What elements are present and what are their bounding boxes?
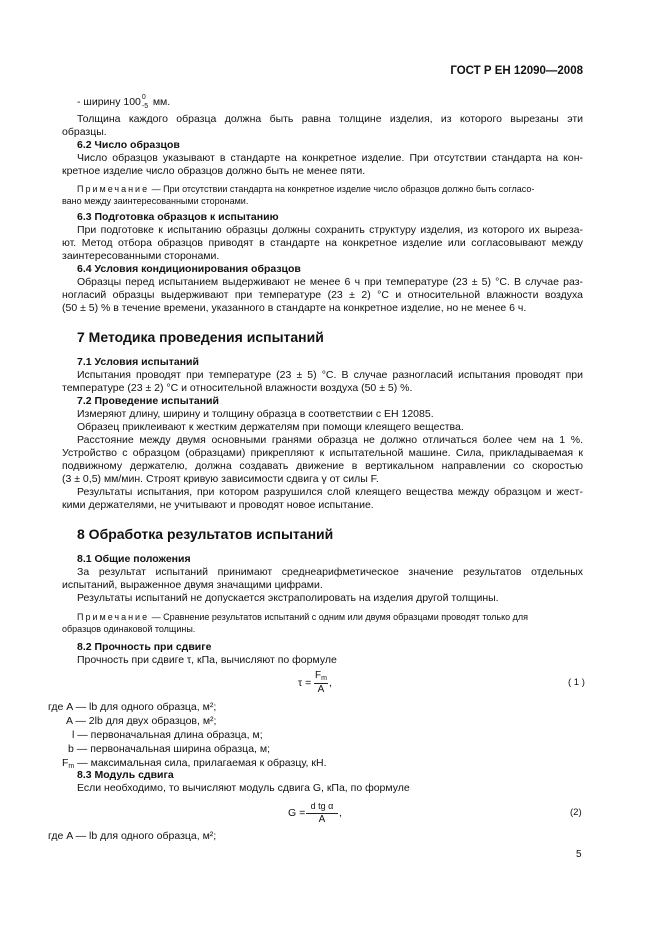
numerator-subscript: m: [321, 675, 327, 682]
formula-1-tail: ,: [329, 677, 332, 689]
where-symbol: b —: [68, 743, 88, 755]
section-7-2-heading: 7.2 Проведение испытаний: [77, 395, 219, 407]
where-symbol: l —: [72, 729, 88, 741]
note-label: Примечание: [77, 184, 150, 194]
note-text: — При отсутствии стандарта на конкретное изделие число образцов должно быть согласо-: [149, 184, 535, 194]
where-dash: —: [74, 757, 88, 769]
where-text: первоначальная длина образца, м;: [90, 729, 263, 741]
where-symbol: A —: [66, 715, 86, 727]
section-7-1-line-1: Испытания проводят при температуре (23 ± 5) °С. В случае разногласий испытания проводят при: [77, 369, 583, 381]
section-7-1-line-2: температуре (23 ± 2) °С и относительной влажности воздуха (50 ± 5) %.: [62, 382, 413, 394]
section-6-2-line-1: Число образцов указывают в стандарте на конкретное изделие. При отсутствии стандарта на кон-: [77, 152, 583, 164]
where-item-4: [68, 742, 270, 756]
formula-2-denominator: A: [318, 814, 326, 825]
section-8-3-heading: 8.3 Модуль сдвига: [77, 769, 174, 781]
section-7-1-heading: 7.1 Условия испытаний: [77, 356, 199, 368]
section-7-2-para-3-line-3: подвижному держателю, должна создавать движение в вертикальном направлении со скоростью: [62, 460, 583, 472]
section-6-2-line-2: кретное изделие число образцов должно быть не менее пяти.: [62, 165, 366, 177]
section-8-1-para-1-line-1: За результат испытаний принимают среднеарифметическое значение результатов отдельных: [77, 566, 583, 578]
formula-2-numerator: d tg α: [310, 801, 334, 811]
where-text: максимальная сила, прилагаемая к образцу, кН.: [90, 757, 327, 769]
note-label: Примечание: [77, 612, 150, 622]
section-7-2-para-4-line-1: Результаты испытания, при котором разрушился слой клеящего вещества между образцом и жест-: [77, 486, 583, 498]
section-8-3-intro: Если необходимо, то вычисляют модуль сдвига G, кПа, по формуле: [77, 782, 410, 794]
width-line: [77, 95, 170, 109]
section-7-2-para-2: Образец приклеивают к жестким держателям при помощи клеящего вещества.: [77, 421, 464, 433]
where-text: 2lb для двух образцов, м²;: [88, 715, 217, 727]
section-7-2-para-3-line-1: Расстояние между двумя основными гранями образца не должно отличаться более чем на 1 %.: [77, 434, 583, 446]
section-8-2-intro: Прочность при сдвиге τ, кПа, вычисляют по формуле: [77, 654, 337, 666]
where-symbol: где A —: [48, 701, 87, 713]
tolerance-lower: -5: [141, 103, 149, 110]
formula-1-lhs: τ =: [298, 677, 312, 689]
section-6-4-line-1: Образцы перед испытанием выдерживают не менее 6 ч при температуре (23 ± 5) °С. В случае раз-: [77, 276, 583, 288]
page-number: 5: [576, 849, 582, 860]
where-symbol: F: [62, 757, 69, 769]
section-8-heading: 8 Обработка результатов испытаний: [77, 526, 334, 542]
section-7-2-para-3-line-2: Устройство с образцом (образцами) прикрепляют к испытательной машине. Сила, прикладываемая к: [62, 447, 583, 459]
section-6-3-line-3: заинтересованными сторонами.: [62, 250, 220, 262]
formula-2-tail: ,: [339, 807, 342, 819]
where-text: lb для одного образца, м²;: [89, 701, 217, 713]
section-6-4-heading: 6.4 Условия кондиционирования образцов: [77, 263, 301, 275]
section-7-heading: 7 Методика проведения испытаний: [77, 329, 324, 345]
section-6-2-note-line-2: вано между заинтересованными сторонами.: [62, 196, 249, 206]
where-symbol-subscript: m: [68, 763, 75, 770]
section-8-1-para-1-line-2: испытаний, выраженное двумя значащими цифрами.: [62, 579, 323, 591]
formula-1-denominator: A: [317, 684, 325, 695]
section-6-3-line-1: При подготовке к испытанию образцы должны сохранить структуру изделия, из которого их выреза-: [77, 224, 583, 236]
section-7-2-para-3-line-4: (3 ± 0,5) мм/мин. Строят кривую зависимости сдвига γ от силы F.: [62, 473, 379, 485]
thickness-line-1: Толщина каждого образца должна быть равна толщине изделия, из которого вырезаны эти: [77, 113, 583, 125]
section-7-2-para-1: Измеряют длину, ширину и толщину образца в соответствии с ЕН 12085.: [77, 408, 434, 420]
section-6-4-line-3: (50 ± 5) % в течение времени, указанного в стандарте на конкретное изделие, но не менее 6 ч.: [62, 302, 527, 314]
section-8-1-para-2: Результаты испытаний не допускается экстраполировать на изделия другой толщины.: [77, 592, 499, 604]
where-item-2: [66, 714, 216, 728]
section-8-2-heading: 8.2 Прочность при сдвиге: [77, 641, 212, 653]
where-item-3: [72, 728, 263, 742]
tolerance-upper: 0: [141, 94, 146, 101]
numerator-symbol: F: [315, 670, 322, 681]
formula-2-number: (2): [570, 807, 582, 818]
formula-2-lhs: G =: [288, 807, 306, 819]
section-8-3-last-line: где A — lb для одного образца, м²;: [48, 830, 217, 842]
width-line-prefix: - ширину 100: [77, 96, 141, 108]
width-line-unit: мм.: [149, 96, 171, 108]
section-6-3-heading: 6.3 Подготовка образцов к испытанию: [77, 211, 279, 223]
section-6-4-line-2: ногласий образцы выдерживают при температуре (23 ± 2) °С и относительной влажности воздуха: [62, 289, 583, 301]
where-item-1: [48, 700, 216, 714]
formula-1-number: ( 1 ): [568, 677, 585, 688]
width-tolerance: [141, 94, 150, 110]
where-text: первоначальная ширина образца, м;: [90, 743, 271, 755]
section-8-1-note-line-2: образцов одинаковой толщины.: [62, 624, 196, 634]
note-text: — Сравнение результатов испытаний с одним или двумя образцами проводят только для: [149, 612, 529, 622]
section-6-2-heading: 6.2 Число образцов: [77, 139, 180, 151]
thickness-line-2: образцы.: [62, 126, 107, 138]
document-header-id: ГОСТ Р ЕН 12090—2008: [450, 65, 583, 77]
section-6-3-line-2: ют. Метод отбора образцов приводят в стандарте на конкретное изделие или согласовывают между: [62, 237, 583, 249]
section-8-1-heading: 8.1 Общие положения: [77, 553, 191, 565]
section-7-2-para-4-line-2: кими держателями, не учитывают и проводят новое испытание.: [62, 499, 374, 511]
